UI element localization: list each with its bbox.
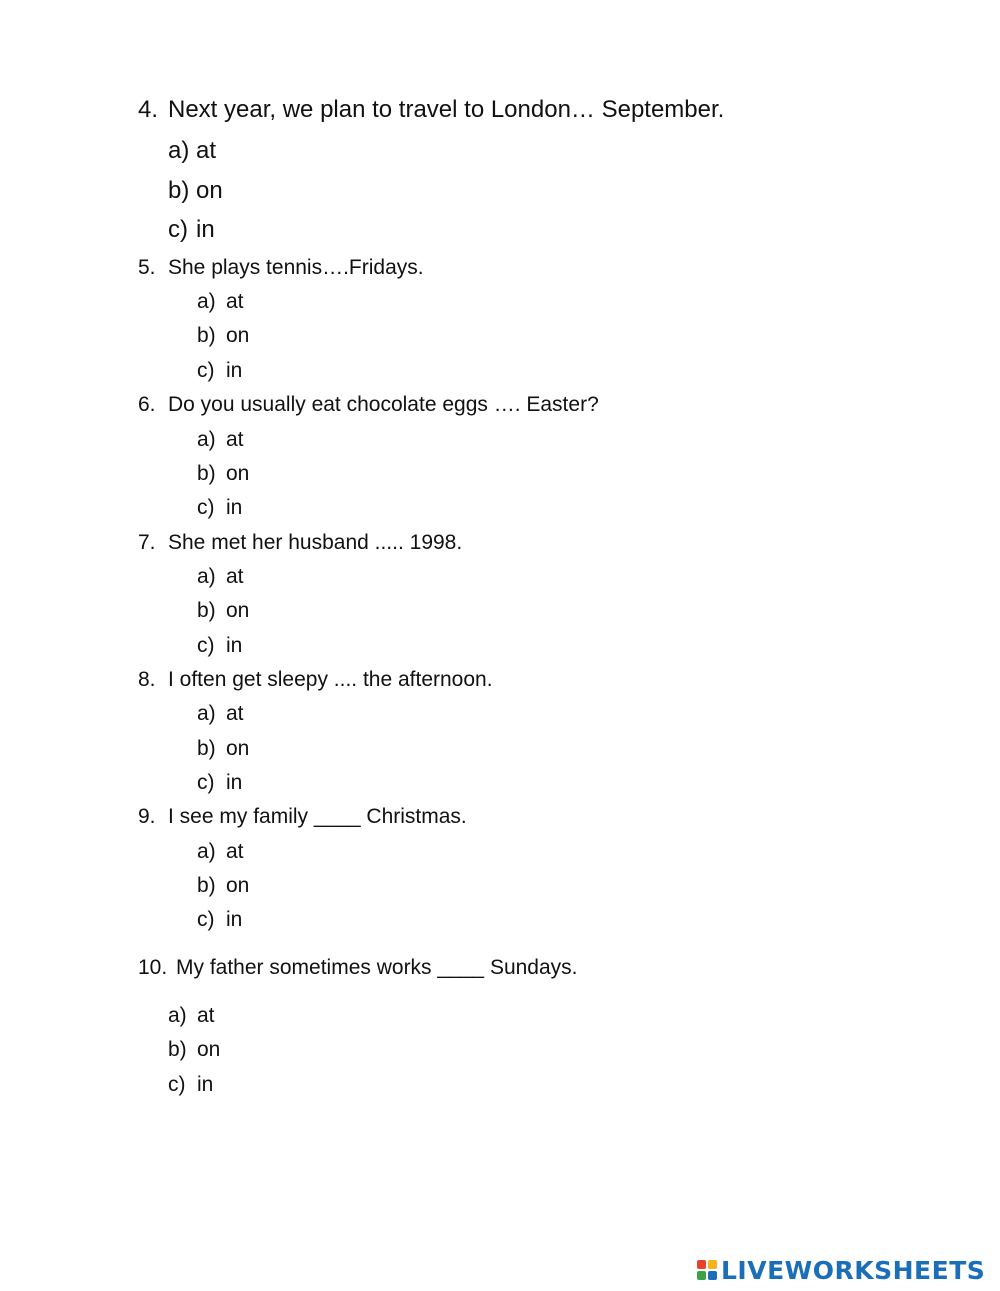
question-text: She plays tennis….Fridays.: [168, 256, 424, 279]
option-text: in: [226, 634, 243, 657]
option-text: at: [196, 137, 217, 164]
question-7-prompt: [138, 531, 462, 555]
option-letter: a): [168, 1004, 187, 1027]
question-7-option-b[interactable]: [197, 599, 249, 623]
question-4-option-b[interactable]: [168, 177, 223, 205]
option-text: in: [226, 908, 243, 931]
question-5-option-a[interactable]: [197, 290, 244, 314]
option-letter: c): [197, 908, 215, 931]
option-letter: c): [168, 216, 188, 243]
option-text: at: [226, 840, 244, 863]
option-text: at: [226, 428, 244, 451]
question-10-prompt: [138, 956, 578, 980]
question-5-option-c[interactable]: [197, 359, 242, 383]
question-4-prompt: [138, 96, 724, 124]
option-letter: a): [197, 428, 216, 451]
option-letter: a): [197, 840, 216, 863]
question-8-option-b[interactable]: [197, 737, 249, 761]
question-9-prompt: [138, 805, 467, 829]
logo-text: LIVEWORKSHEETS: [721, 1255, 986, 1285]
option-letter: c): [197, 771, 215, 794]
option-letter: b): [168, 1038, 187, 1061]
question-10-option-c[interactable]: [168, 1073, 213, 1097]
option-text: at: [226, 290, 244, 313]
option-text: at: [197, 1004, 215, 1027]
option-letter: b): [197, 599, 216, 622]
question-text: My father sometimes works ____ Sundays.: [176, 956, 578, 979]
option-letter: c): [168, 1073, 186, 1096]
question-6-prompt: [138, 393, 599, 417]
option-text: in: [226, 496, 243, 519]
option-text: on: [197, 1038, 221, 1061]
option-text: in: [226, 359, 243, 382]
question-4-option-a[interactable]: [168, 137, 216, 165]
option-letter: a): [197, 290, 216, 313]
option-text: on: [226, 462, 250, 485]
question-7-option-c[interactable]: [197, 634, 242, 658]
question-9-option-c[interactable]: [197, 908, 242, 932]
option-text: in: [226, 771, 243, 794]
logo-block-yellow: [708, 1260, 717, 1269]
option-letter: b): [168, 177, 190, 204]
question-9-option-b[interactable]: [197, 874, 249, 898]
option-text: at: [226, 565, 244, 588]
option-letter: b): [197, 874, 216, 897]
option-letter: b): [197, 462, 216, 485]
question-8-option-a[interactable]: [197, 702, 244, 726]
liveworksheets-logo[interactable]: [697, 1253, 985, 1287]
option-letter: a): [197, 702, 216, 725]
question-number: 5.: [138, 256, 156, 279]
question-8-prompt: [138, 668, 493, 692]
question-9-option-a[interactable]: [197, 840, 244, 864]
question-6-option-b[interactable]: [197, 462, 249, 486]
option-letter: c): [197, 634, 215, 657]
question-number: 6.: [138, 393, 156, 416]
logo-block-blue: [708, 1271, 717, 1280]
question-text: I often get sleepy .... the afternoon.: [168, 668, 493, 691]
option-letter: b): [197, 737, 216, 760]
option-letter: b): [197, 324, 216, 347]
question-8-option-c[interactable]: [197, 771, 242, 795]
question-7-option-a[interactable]: [197, 565, 244, 589]
option-text: on: [226, 599, 250, 622]
question-number: 10.: [138, 956, 168, 979]
option-letter: a): [168, 137, 190, 164]
question-text: Next year, we plan to travel to London… September.: [168, 96, 725, 123]
logo-block-red: [697, 1260, 706, 1269]
question-4-option-c[interactable]: [168, 216, 215, 244]
question-5-prompt: [138, 256, 424, 280]
question-10-option-a[interactable]: [168, 1004, 215, 1028]
logo-blocks-icon: [697, 1260, 717, 1280]
option-letter: a): [197, 565, 216, 588]
option-text: at: [226, 702, 244, 725]
question-number: 4.: [138, 96, 159, 123]
question-10-option-b[interactable]: [168, 1038, 220, 1062]
option-text: on: [226, 324, 250, 347]
option-text: on: [226, 737, 250, 760]
question-text: Do you usually eat chocolate eggs …. Easter?: [168, 393, 599, 416]
question-6-option-a[interactable]: [197, 428, 244, 452]
question-text: She met her husband ..... 1998.: [168, 531, 463, 554]
question-5-option-b[interactable]: [197, 324, 249, 348]
option-letter: c): [197, 359, 215, 382]
option-text: on: [226, 874, 250, 897]
question-number: 8.: [138, 668, 156, 691]
option-text: in: [196, 216, 215, 243]
logo-block-green: [697, 1271, 706, 1280]
question-6-option-c[interactable]: [197, 496, 242, 520]
question-text: I see my family ____ Christmas.: [168, 805, 467, 828]
option-text: on: [196, 177, 223, 204]
question-number: 9.: [138, 805, 156, 828]
option-text: in: [197, 1073, 214, 1096]
option-letter: c): [197, 496, 215, 519]
question-number: 7.: [138, 531, 156, 554]
